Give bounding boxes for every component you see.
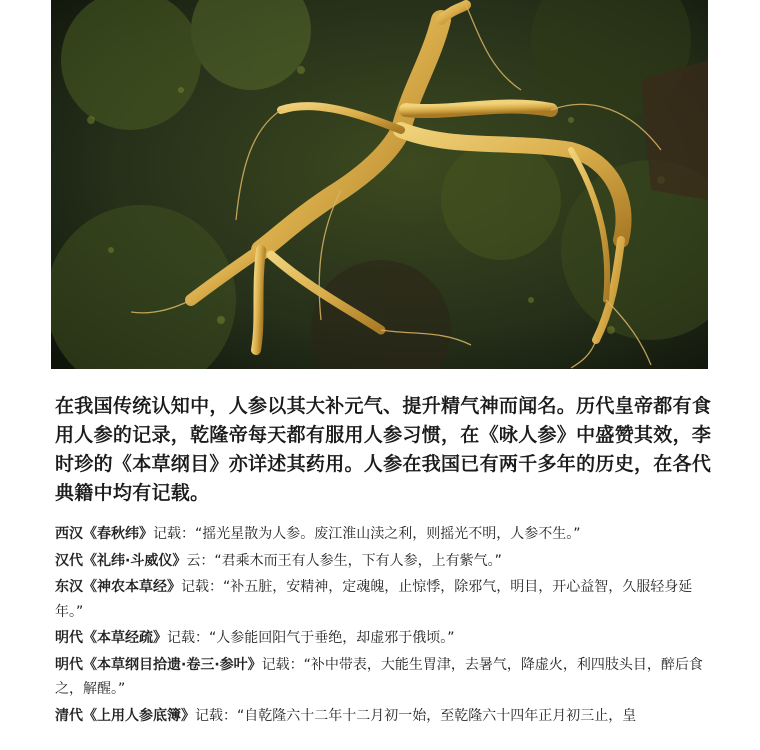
- intro-paragraph: 在我国传统认知中，人参以其大补元气、提升精气神而闻名。历代皇帝都有食用人参的记录，乾隆帝每天都有服用人参习惯，在《咏人参》中盛赞其效，李时珍的《本草纲目》亦详述其药用。人参在我国已有两千多年的历史，在各代典籍中均有记载。: [55, 395, 712, 504]
- record-quote: “自乾隆六十二年十二月初一始，至乾隆六十四年正月初三止，皇: [237, 707, 637, 724]
- record-verb: 记载：: [195, 707, 237, 724]
- record-quote: “补五脏，安精神，定魂魄，止惊悸，除邪气，明目，开心益智，久服轻身延年。”: [55, 579, 693, 620]
- record-quote: “君乘木而王有人参生，下有人参，上有紫气。”: [214, 552, 502, 569]
- list-item: [55, 549, 720, 574]
- record-source: 汉代《礼纬·斗威仪》: [55, 552, 187, 569]
- record-source: 明代《本草纲目拾遗·卷三·参叶》: [55, 656, 262, 673]
- record-verb: 记载：: [153, 526, 195, 542]
- record-verb: 云：: [186, 552, 215, 569]
- record-verb: 记载：: [167, 630, 209, 646]
- record-verb: 记载：: [181, 579, 223, 595]
- record-quote: “人参能回阳气于垂绝，却虚邪于俄顷。”: [209, 630, 455, 646]
- list-item: [55, 704, 720, 729]
- record-quote: “补中带表，大能生胃津，去暑气，降虚火，利四肢头目，醉后食之，解醒。”: [55, 656, 703, 697]
- record-source: 明代《本草经疏》: [55, 630, 167, 646]
- record-source: 西汉《春秋纬》: [55, 526, 153, 542]
- record-source: 清代《上用人参底簿》: [55, 707, 195, 724]
- list-item: [55, 626, 720, 651]
- list-item: [55, 575, 720, 624]
- ginseng-root-illustration: [51, 0, 708, 369]
- record-verb: 记载：: [261, 656, 304, 673]
- ginseng-photo: [51, 0, 708, 369]
- list-item: [55, 522, 720, 547]
- record-list: [55, 522, 720, 730]
- record-source: 东汉《神农本草经》: [55, 579, 181, 595]
- record-quote: “摇光星散为人参。废江淮山渎之利，则摇光不明，人参不生。”: [195, 526, 581, 542]
- list-item: [55, 653, 720, 702]
